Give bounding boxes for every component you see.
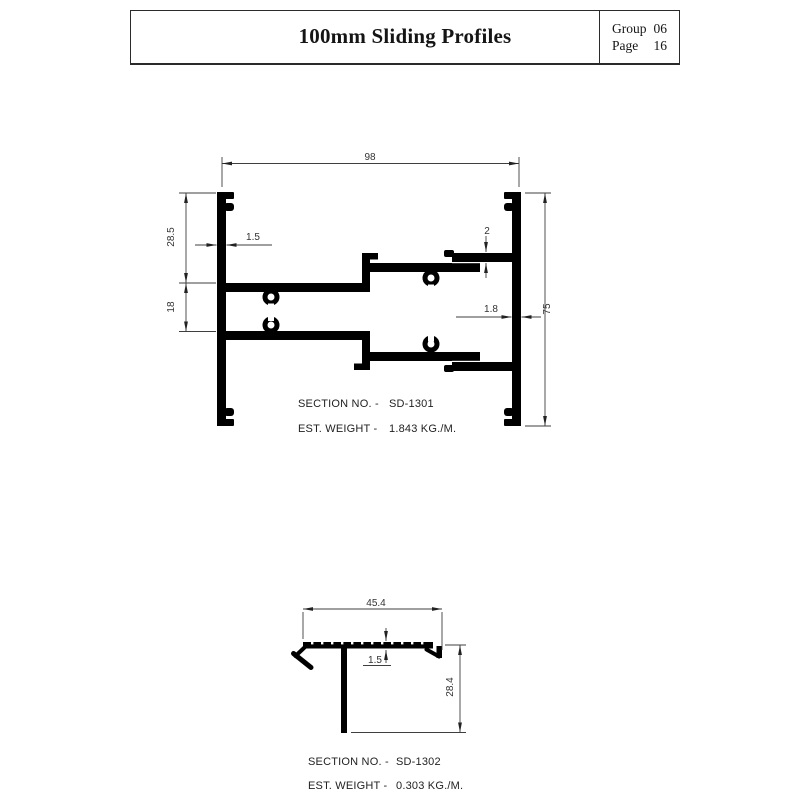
dim-overall-width: 45.4 xyxy=(366,598,386,609)
spec-block-sd-1301 xyxy=(298,398,456,435)
est-weight-value: 0.303 KG./M. xyxy=(396,780,464,792)
page-title: 100mm Sliding Profiles xyxy=(298,24,512,48)
group-label: Group xyxy=(612,20,647,36)
dim-top-offset: 28.5 xyxy=(166,227,177,247)
dim-mid-offset: 18 xyxy=(166,301,177,313)
page-value: 16 xyxy=(653,37,667,53)
dim-left-wall-thickness: 1.5 xyxy=(246,232,260,243)
drawing-sd-1302 xyxy=(280,590,480,740)
section-no-row xyxy=(298,398,456,410)
dim-overall-width: 98 xyxy=(364,152,376,163)
section-no-value: SD-1301 xyxy=(389,398,434,410)
profile-sd-1301 xyxy=(217,192,521,426)
dim-wall-thickness: 1.5 xyxy=(368,655,382,666)
est-weight-row xyxy=(308,780,463,792)
group-page-cell xyxy=(599,11,679,63)
dim-overall-height: 75 xyxy=(542,303,553,315)
page-row xyxy=(612,38,667,54)
est-weight-label: EST. WEIGHT - xyxy=(298,423,378,435)
section-no-row xyxy=(308,756,463,768)
dim-track-thickness: 2 xyxy=(484,226,490,237)
spec-block-sd-1302 xyxy=(308,756,463,792)
left-hook xyxy=(294,647,312,668)
est-weight-value: 1.843 KG./M. xyxy=(389,423,457,435)
section-no-value: SD-1302 xyxy=(396,756,441,768)
group-value: 06 xyxy=(653,20,667,36)
dim-right-wall-thickness: 1.8 xyxy=(484,304,498,315)
page-label: Page xyxy=(612,37,639,53)
dim-overall-height: 28.4 xyxy=(445,677,456,697)
group-row xyxy=(612,21,667,37)
est-weight-label: EST. WEIGHT - xyxy=(308,780,388,792)
page-header xyxy=(130,10,680,65)
drawing-sd-1301 xyxy=(160,140,570,440)
est-weight-row xyxy=(298,423,456,435)
section-no-label: SECTION NO. - xyxy=(298,398,379,410)
dimensions-sd-1302 xyxy=(303,609,466,733)
section-no-label: SECTION NO. - xyxy=(308,756,389,768)
